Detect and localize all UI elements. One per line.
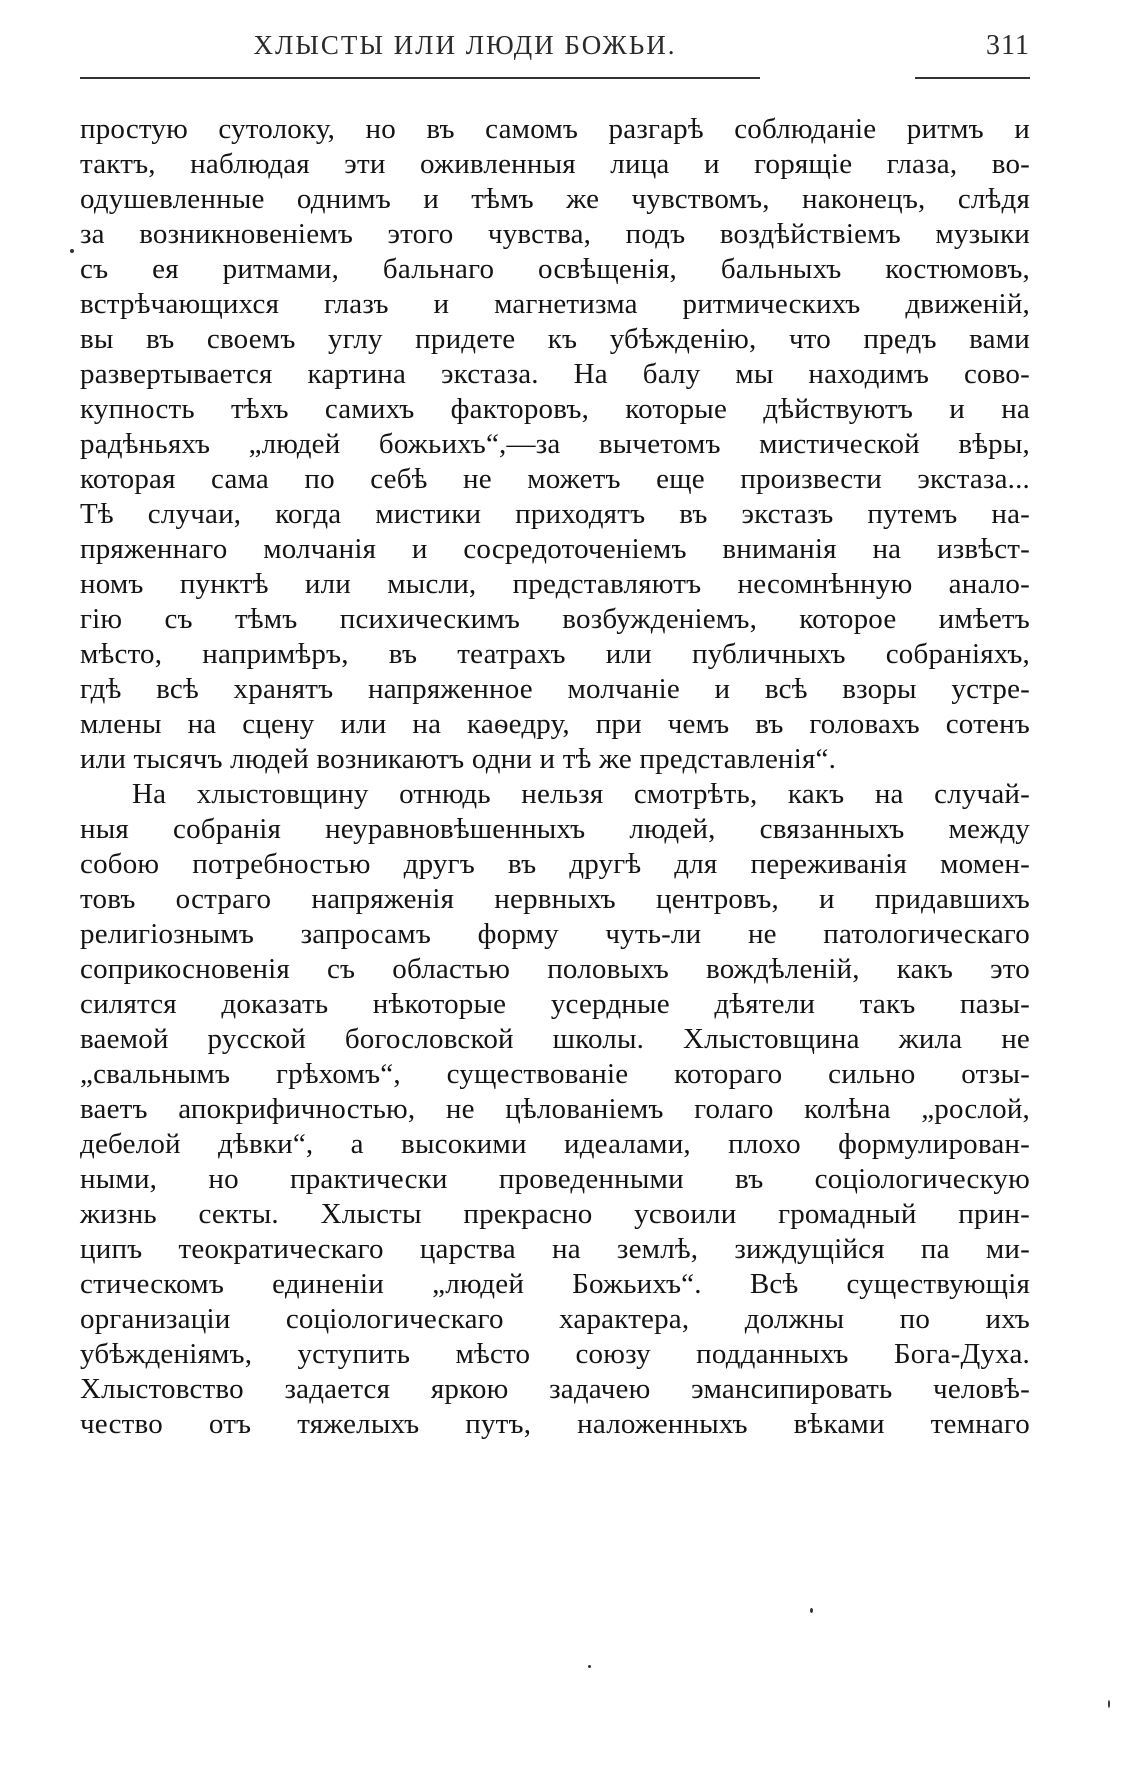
text-line: убѣжденіямъ, уступить мѣсто союзу подданныхъ Бога-Духа. (80, 1338, 1030, 1370)
text-line: гію съ тѣмъ психическимъ возбужденіемъ, которое имѣетъ (80, 603, 1030, 635)
text-line: ныя собранія неуравновѣшенныхъ людей, связанныхъ между (80, 813, 1030, 845)
text-line: „свальнымъ грѣхомъ“, существованіе котораго сильно отзы- (80, 1058, 1030, 1090)
text-line: съ ея ритмами, бальнаго освѣщенія, бальныхъ костюмовъ, (80, 253, 1030, 285)
text-line: вы въ своемъ углу придете къ убѣжденію, что предъ вами (80, 323, 1030, 355)
paragraph (80, 112, 1030, 777)
text-line: организаціи соціологическаго характера, должны по ихъ (80, 1303, 1030, 1335)
text-line: радѣньяхъ „людей божьихъ“,—за вычетомъ мистической вѣры, (80, 428, 1030, 460)
text-line: купность тѣхъ самихъ факторовъ, которые дѣйствуютъ и на (80, 393, 1030, 425)
text-line: На хлыстовщину отнюдь нельзя смотрѣть, какъ на случай- (132, 778, 1030, 810)
text-line: которая сама по себѣ не можетъ еще произвести экстаза... (80, 463, 1030, 495)
header-rule-right (915, 77, 1030, 79)
text-line: млены на сцену или на каѳедру, при чемъ въ головахъ сотенъ (80, 708, 1030, 740)
text-line: пряженнаго молчанія и сосредоточеніемъ вниманія на извѣст- (80, 533, 1030, 565)
scan-speck (588, 1665, 591, 1668)
text-line: встрѣчающихся глазъ и магнетизма ритмическихъ движеній, (80, 288, 1030, 320)
running-header (80, 30, 1030, 70)
text-line: жизнь секты. Хлысты прекрасно усвоили громадный прин- (80, 1198, 1030, 1230)
text-line: стическомъ единеніи „людей Божьихъ“. Всѣ существующія (80, 1268, 1030, 1300)
text-line: собою потребностью другъ въ другѣ для переживанія момен- (80, 848, 1030, 880)
text-line: тактъ, наблюдая эти оживленныя лица и горящіе глаза, во- (80, 148, 1030, 180)
text-line: соприкосновенія съ областью половыхъ вождѣленій, какъ это (80, 953, 1030, 985)
text-line: ными, но практически проведенными въ соціологическую (80, 1163, 1030, 1195)
text-line: номъ пунктѣ или мысли, представляютъ несомнѣнную анало- (80, 568, 1030, 600)
text-line: ципъ теократическаго царства на землѣ, зиждущійся па ми- (80, 1233, 1030, 1265)
text-line: Хлыстовство задается яркою задачею эмансипировать человѣ- (80, 1373, 1030, 1405)
body-text (80, 112, 1030, 1442)
running-title: ХЛЫСТЫ ИЛИ ЛЮДИ БОЖЬИ. (253, 30, 677, 60)
text-line: одушевленные однимъ и тѣмъ же чувствомъ, наконецъ, слѣдя (80, 183, 1030, 215)
text-line: чество отъ тяжелыхъ путъ, наложенныхъ вѣками темнаго (80, 1408, 1030, 1440)
scan-speck (70, 249, 74, 253)
text-line: мѣсто, напримѣръ, въ театрахъ или публичныхъ собраніяхъ, (80, 638, 1030, 670)
text-line: простую сутолоку, но въ самомъ разгарѣ соблюданіе ритмъ и (80, 113, 1030, 145)
header-rule-left (80, 77, 760, 79)
text-line: Тѣ случаи, когда мистики приходятъ въ экстазъ путемъ на- (80, 498, 1030, 530)
text-line: силятся доказать нѣкоторые усердные дѣятели такъ пазы- (80, 988, 1030, 1020)
text-line: ваетъ апокрифичностью, не цѣлованіемъ голаго колѣна „рослой, (80, 1093, 1030, 1125)
text-line: ваемой русской богословской школы. Хлыстовщина жила не (80, 1023, 1030, 1055)
text-line: или тысячъ людей возникаютъ одни и тѣ же представленія“. (80, 743, 837, 775)
paragraph (80, 777, 1030, 1442)
scan-speck (1108, 1700, 1110, 1708)
page-number: 311 (986, 30, 1030, 61)
text-line: развертывается картина экстаза. На балу мы находимъ сово- (80, 358, 1030, 390)
scan-speck (810, 1608, 813, 1613)
text-line: гдѣ всѣ хранятъ напряженное молчаніе и всѣ взоры устре- (80, 673, 1030, 705)
text-line: дебелой дѣвки“, а высокими идеалами, плохо формулирован- (80, 1128, 1030, 1160)
text-line: религіознымъ запросамъ форму чуть-ли не патологическаго (80, 918, 1030, 950)
text-line: товъ остраго напряженія нервныхъ центровъ, и придавшихъ (80, 883, 1030, 915)
text-line: за возникновеніемъ этого чувства, подъ воздѣйствіемъ музыки (80, 218, 1030, 250)
